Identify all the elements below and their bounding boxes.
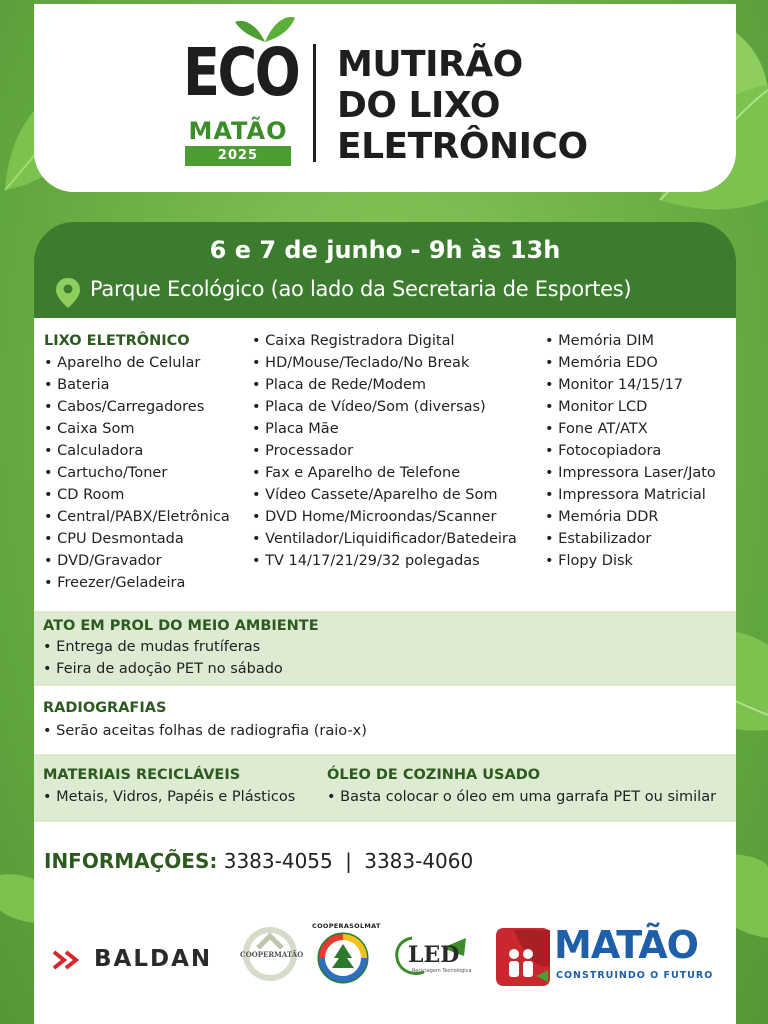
cooperasolmat-emblem-icon — [316, 922, 370, 988]
list-item: • Memória EDO — [545, 352, 716, 374]
list-item: • Ventilador/Liquidificador/Batedeira — [252, 528, 517, 550]
list-item: • Placa de Vídeo/Som (diversas) — [252, 396, 517, 418]
list-item: • Caixa Som — [44, 418, 230, 440]
list-item: • DVD Home/Microondas/Scanner — [252, 506, 517, 528]
list-item: • TV 14/17/21/29/32 polegadas — [252, 550, 517, 572]
coopermatao-logo — [240, 926, 304, 986]
electronic-list-col-1 — [44, 330, 230, 594]
list-item: • DVD/Gravador — [44, 550, 230, 572]
list-item: • Flopy Disk — [545, 550, 716, 572]
list-item: • CD Room — [44, 484, 230, 506]
list-item: • Feira de adoção PET no sábado — [43, 661, 283, 677]
xray-heading: RADIOGRAFIAS — [43, 700, 167, 716]
logo-city-text: MATÃO — [188, 117, 288, 145]
phone-1: 3383-4055 — [223, 849, 333, 873]
recyclables-oil-section — [34, 754, 736, 822]
led-text: LED — [408, 942, 460, 968]
location-pin-icon — [56, 278, 80, 308]
list-item: • Vídeo Cassete/Aparelho de Som — [252, 484, 517, 506]
list-item: • Cabos/Carregadores — [44, 396, 230, 418]
list-item: • Serão aceitas folhas de radiografia (raio-x) — [43, 723, 367, 739]
matao-text: MATÃO — [554, 923, 698, 967]
electronic-list-col-3 — [545, 330, 716, 572]
list-item: • Monitor 14/15/17 — [545, 374, 716, 396]
logo-year: 2025 — [185, 146, 291, 166]
led-logo — [394, 934, 470, 978]
baldan-chevron-icon — [52, 948, 86, 972]
list-item: • Monitor LCD — [545, 396, 716, 418]
page-title — [337, 44, 588, 167]
list-item: • CPU Desmontada — [44, 528, 230, 550]
list-item: • Caixa Registradora Digital — [252, 330, 517, 352]
list-item: • Basta colocar o óleo em uma garrafa PET ou similar — [327, 789, 716, 805]
list-item: • Fone AT/ATX — [545, 418, 716, 440]
list-item: • Processador — [252, 440, 517, 462]
recyclables-heading: MATERIAIS RECICLÁVEIS — [43, 767, 241, 783]
coopermatao-text: COOPERMATÃO — [240, 950, 304, 959]
matao-tagline: CONSTRUINDO O FUTURO — [556, 970, 714, 981]
list-item: • Freezer/Geladeira — [44, 572, 230, 594]
matao-city-logo — [494, 924, 724, 990]
cooperasolmat-logo — [312, 922, 381, 988]
eco-matao-logo — [183, 14, 299, 168]
xray-section — [34, 686, 736, 754]
list-item: • Placa Mãe — [252, 418, 517, 440]
list-item: • Cartucho/Toner — [44, 462, 230, 484]
electronic-heading: LIXO ELETRÔNICO — [44, 333, 190, 349]
contact-info — [44, 849, 473, 873]
list-item: • Placa de Rede/Modem — [252, 374, 517, 396]
list-item: • Impressora Laser/Jato — [545, 462, 716, 484]
info-label: INFORMAÇÕES: — [44, 849, 218, 873]
title-line-2: DO LIXO — [337, 85, 500, 126]
cooperasolmat-text: COOPERASOLMAT — [312, 922, 381, 930]
list-item: • Entrega de mudas frutíferas — [43, 639, 260, 655]
phone-separator: | — [345, 849, 352, 873]
list-item: • Metais, Vidros, Papéis e Plásticos — [43, 789, 295, 805]
event-location: Parque Ecológico (ao lado da Secretaria de Esportes) — [90, 277, 632, 301]
list-item: • Memória DIM — [545, 330, 716, 352]
list-item: • Bateria — [44, 374, 230, 396]
event-banner — [34, 222, 736, 318]
event-date-time: 6 e 7 de junho - 9h às 13h — [209, 236, 561, 264]
list-item: • Impressora Matricial — [545, 484, 716, 506]
list-item: • Memória DDR — [545, 506, 716, 528]
electronic-list-col-2 — [252, 330, 517, 572]
matao-people-icon — [494, 926, 552, 988]
list-item: • Estabilizador — [545, 528, 716, 550]
list-item: • HD/Mouse/Teclado/No Break — [252, 352, 517, 374]
logo-eco-text: ECO — [183, 34, 299, 111]
phone-2: 3383-4060 — [364, 849, 474, 873]
cooking-oil-heading: ÓLEO DE COZINHA USADO — [327, 767, 541, 783]
environment-heading: ATO EM PROL DO MEIO AMBIENTE — [43, 618, 319, 634]
environment-section — [34, 611, 736, 686]
list-item: • Fax e Aparelho de Telefone — [252, 462, 517, 484]
baldan-text: BALDAN — [94, 946, 213, 972]
list-item: • Aparelho de Celular — [44, 352, 230, 374]
list-item: • Calculadora — [44, 440, 230, 462]
led-subtitle: Reciclagem Tecnológica — [412, 968, 472, 974]
list-item: • Central/PABX/Eletrônica — [44, 506, 230, 528]
title-line-3: ELETRÔNICO — [337, 126, 588, 167]
list-item: • Fotocopiadora — [545, 440, 716, 462]
title-line-1: MUTIRÃO — [337, 44, 523, 85]
header-divider — [313, 44, 316, 162]
